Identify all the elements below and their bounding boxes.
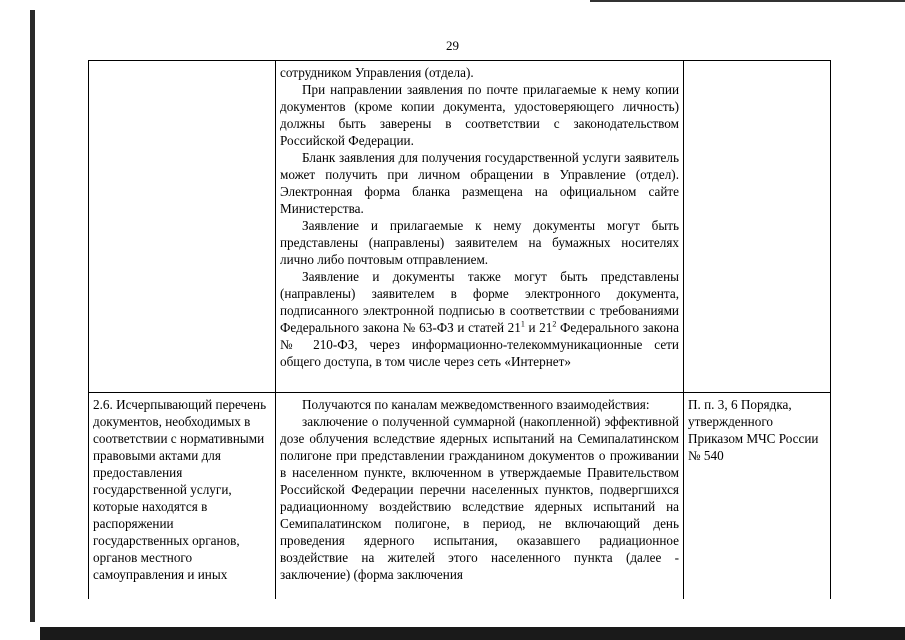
row1-content-cell	[276, 61, 684, 393]
paragraph: При направлении заявления по почте прилагаемые к нему копии документов (кроме копии документа, удостоверяющего личность) должны быть заверены в соответствии с законодательством Российской Федерации.	[280, 82, 679, 148]
paragraph: Бланк заявления для получения государственной услуги заявитель может получить при личном обращении в Управление (отдел). Электронная форма бланка размещена на официальном сайте Министерства.	[280, 150, 679, 216]
row2-content-cell	[276, 393, 684, 600]
superscript: 2	[552, 319, 557, 329]
row2-requirement-cell	[89, 393, 276, 600]
row1-requirement-cell	[89, 61, 276, 393]
row2-reference-cell	[684, 393, 831, 600]
scan-edge-left	[30, 10, 35, 622]
paragraph-heading: Получаются по каналам межведомственного взаимодействия:	[302, 397, 650, 412]
superscript: 1	[520, 319, 525, 329]
text-segment: Федерального закона № 210-ФЗ, через информационно-телекоммуникационные сети общего доступа, в том числе через сеть «Интернет»	[280, 320, 680, 369]
scan-edge-top	[590, 0, 905, 2]
text-segment: и 21	[524, 320, 553, 335]
scan-edge-bottom	[40, 627, 905, 640]
paragraph-electronic-submission	[280, 268, 679, 370]
paragraph: Заявление и прилагаемые к нему документы могут быть представлены (направлены) заявителем на бумажных носителях лично либо почтовым отправлением.	[280, 218, 679, 267]
paragraph: заключение о полученной суммарной (накопленной) эффективной дозе облучения вследствие ядерных испытаний на Семипалатинском полигоне при представлении гражданином документов о проживании в населенном пункте, включенном в утверждаемые Правительством Российской Федерации перечни населенных пунктов, подвергшихся радиационному воздействию вследствие ядерных испытаний на Семипалатинском полигоне, в период, не включающий день проведения ядерного испытания, оказавшего радиационное воздействие на жителей этого населенного пункта (далее - заключение) (форма заключения	[280, 414, 679, 582]
reference-text: П. п. 3, 6 Порядка, утвержденного Приказом МЧС России № 540	[688, 397, 819, 463]
text-segment: Заявление и документы также могут быть представлены (направлены) заявителем в форме электронного документа, подписанного электронной подписью в соответствии с требованиями Федерального закона № 63-ФЗ и статей 21	[280, 269, 679, 335]
page-number: 29	[446, 38, 459, 53]
requirement-text: 2.6. Исчерпывающий перечень документов, необходимых в соответствии с нормативными правовыми актами для предоставления государственной услуги, которые находятся в распоряжении государственных органов, органов местного самоуправления и иных	[93, 397, 267, 582]
paragraph: сотрудником Управления (отдела).	[280, 65, 474, 80]
regulation-table	[88, 60, 831, 599]
row1-reference-cell	[684, 61, 831, 393]
table-row	[89, 393, 831, 600]
table-row	[89, 61, 831, 393]
